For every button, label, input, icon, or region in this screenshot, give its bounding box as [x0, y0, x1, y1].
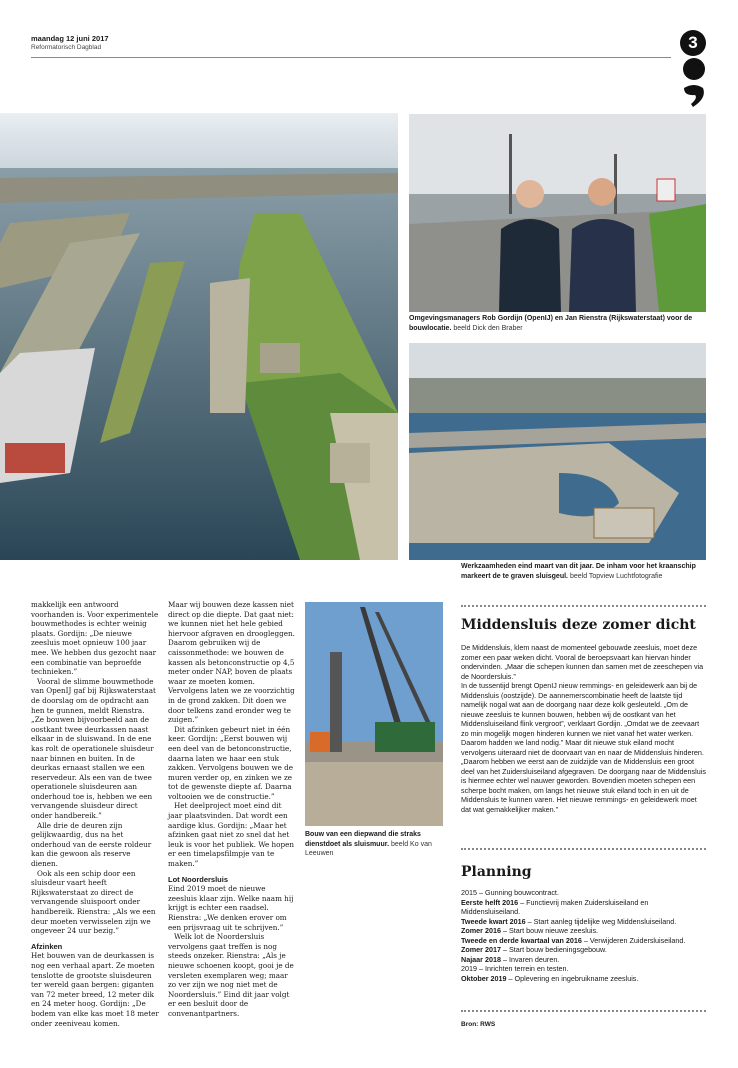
planning-row: 2015 – Gunning bouwcontract. — [461, 888, 559, 897]
subheading: Afzinken — [31, 941, 63, 951]
paragraph: makkelijk een antwoord voorhanden is. Voor experimentele bouwmethodes is echter weinig plaats. Gordijn: „De nieuwe zeesluis moet opnieuw 100 jaar mee. We hebben dus gezocht naar een combinatie van beproefde technieken.” — [31, 600, 159, 677]
crane-photo — [305, 602, 443, 826]
middensluis-body — [461, 643, 706, 814]
crane-photo-caption: Bouw van een diepwand die straks dienstdoet als sluismuur. beeld Ko van Leeuwen — [305, 831, 432, 857]
issue-date: maandag 12 juni 2017 — [31, 34, 109, 43]
section-divider — [461, 605, 706, 607]
main-aerial-photo — [0, 113, 398, 560]
paragraph: Het bouwen van de deurkassen is nog een verhaal apart. Ze moeten tenslotte de grootste sluisdeuren ter wereld gaan bergen: giganten van 72 meter breed, 12 meter dik en 24 meter hoog. Gordijn: „De bodem van elke kas moet 18 meter onder zeeniveau komen. — [31, 951, 159, 1028]
paragraph: Eind 2019 moet de nieuwe zeesluis klaar zijn. Welke naam hij krijgt is echter een raadsel. Rienstra: „We denken erover om een prijsvraag uit te schrijven.” — [168, 884, 294, 932]
article-column-1 — [31, 600, 159, 1028]
planning-row: Tweede en derde kwartaal van 2016 – Verwijderen Zuidersluiseiland. — [461, 935, 686, 945]
paragraph: In de tussentijd brengt OpenIJ nieuw remmings- en geleidewerk aan bij de Middensluis (oostzijde). De aannemerscombinatie heeft de laatste tijd namelijk nogal wat aan de doorgang naar deze kolk gesleuteld. „Om de nieuwe zeesluis te kunnen bouwen, hebben wij de oostkant van het Middensluiseiland flink vergroot”, verklaart Gordijn. „Omdat we de zeevaart zo min mogelijk mogen hinderen kunnen we niet vanaf het water werken. Daarom hadden we land nodig.” Maar dit nieuwe stuk eiland mocht vervolgens uiteraard niet de doorvaart van en naar de Middensluis hinderen. „Daarom hebben we eerst aan de zuidzijde van de Middensluis een groot deel van het Zuidersluiseiland afgegraven. De doorgang naar de Middensluis is hiermee echter wel nauwer geworden. Bovendien moeten schepen een scherpe bocht maken, om langs het nieuwe stuk eiland toch in en uit de Middensluis te kunnen varen. Het nieuwe remmings- en geleidewerk moet dat wat gemakkelijker maken.” — [461, 681, 706, 814]
paragraph: Welk lot de Noordersluis vervolgens gaat treffen is nog steeds onzeker. Rienstra: „Als je nieuwe schoenen koopt, gooi je de versleten exemplaren weg; maar zo ver zijn we nog niet met de Noordersluis.” Eind dit jaar volgt er een besluit door de convenantpartners. — [168, 932, 294, 1018]
paragraph: Dit afzinken gebeurt niet in één keer. Gordijn: „Eerst bouwen wij een deel van de betonconstructie, daarna laten we haar een stuk zakken. Vervolgens bouwen we de muren verder op, en zinken we ze tot de gewenste diepte af. Daarna voltooien we de constructie.” — [168, 724, 294, 801]
planning-row: 2019 – Inrichten terrein en testen. — [461, 964, 569, 973]
photo-credit: beeld Topview Luchtfotografie — [569, 572, 663, 580]
source-credit: Bron: RWS — [461, 1021, 496, 1028]
paragraph: Alle drie de deuren zijn gelijkwaardig, dus na het onderhoud van de eerste roldeur kan die gewoon als reserve dienen. — [31, 820, 152, 869]
paragraph: Het deelproject moet eind dit jaar plaatsvinden. Dat wordt een aardige klus. Gordijn: „Maar het afzinken gaat niet zo snel dat het leuk is voor het publiek. We hopen er een timelapsfilmpje van te maken.” — [168, 801, 294, 869]
planning-row: Oktober 2019 – Oplevering en ingebruikname zeesluis. — [461, 973, 639, 983]
managers-photo-caption: Omgevingsmanagers Rob Gordijn (OpenIJ) en Jan Rienstra (Rijkswaterstaat) voor de bouwlocatie. beeld Dick den Braber — [409, 315, 693, 332]
header-rule — [31, 57, 671, 58]
paragraph: De Middensluis, klem naast de momenteel gebouwde zeesluis, moet deze zomer een paar weken dicht. Vooral de beroepsvaart kan hiervan hinder ondervinden. „Maar die schepen kunnen dan samen met de zeeschepen via de Noordersluis.” — [461, 643, 704, 681]
page-number-badge: 3 — [680, 30, 706, 56]
semicolon-logo-icon — [681, 58, 707, 108]
planning-row: Tweede kwart 2016 – Start aanleg tijdelijke weg Middensluiseiland. — [461, 916, 677, 926]
middensluis-title: Middensluis deze zomer dicht — [461, 617, 696, 633]
planning-title: Planning — [461, 864, 532, 880]
article-column-2 — [168, 600, 296, 1019]
paragraph: Maar wij bouwen deze kassen niet direct op die diepte. Dat gaat niet: we kunnen niet het hele gebied hiervoor afgraven en droogleggen. Daarom gebruiken wij de caissonmethode: we bouwen de kassen als betonconstructie op 4,5 meter onder NAP, boven de plaats waar ze moeten komen. Vervolgens laten we ze voorzichtig in de grond zakken. Dit doen we door telkens zand eronder weg te zuigen.” — [168, 600, 295, 725]
planning-row: Najaar 2018 – Invaren deuren. — [461, 954, 560, 964]
subheading: Lot Noordersluis — [168, 874, 229, 884]
section-divider — [461, 848, 706, 850]
photo-credit: beeld Ko van Leeuwen — [305, 840, 432, 857]
managers-photo — [409, 114, 706, 312]
worksite-photo-caption: Werkzaamheden eind maart van dit jaar. De inham voor het kraanschip markeert de te graven sluisgeul. beeld Topview Luchtfotografie — [461, 563, 696, 580]
section-divider — [461, 1010, 706, 1012]
aerial-harbor-photo — [0, 113, 398, 560]
photo-credit: beeld Dick den Braber — [453, 324, 523, 332]
planning-row: Zomer 2017 – Start bouw bedieningsgebouw. — [461, 945, 607, 954]
planning-row: Zomer 2016 – Start bouw nieuwe zeesluis. — [461, 926, 599, 935]
planning-list — [461, 888, 706, 983]
planning-row: Eerste helft 2016 – Functievrij maken Zuidersluiseiland en Middensluiseiland. — [461, 897, 649, 916]
worksite-aerial-photo — [409, 343, 706, 560]
paragraph: Ook als een schip door een sluisdeur vaart heeft Rijkswaterstaat zo direct de vervangende sluispoort onder handbereik. Rienstra: „Als we een deur moeten verwisselen zijn we ongeveer 24 uur bezig.” — [31, 868, 156, 936]
paragraph: Vooral de slimme bouwmethode van OpenIJ gaf bij Rijkswaterstaat de doorslag om de opdracht aan hen te gunnen, meldt Rienstra. „Ze bouwen bijvoorbeeld aan de oostkant twee deurkassen naast elkaar in de sluiswand. In de ene kas rolt de operationele sluisdeur naar binnen en buiten. In de deurkas ernaast stallen we een reservedeur. Als een van de twee operationele sluisdeuren aan onderhoud toe is, hebben we een vervangende sluisdeur direct onder handbereik.” — [31, 676, 156, 821]
publication-name: Reformatorisch Dagblad — [31, 44, 102, 51]
